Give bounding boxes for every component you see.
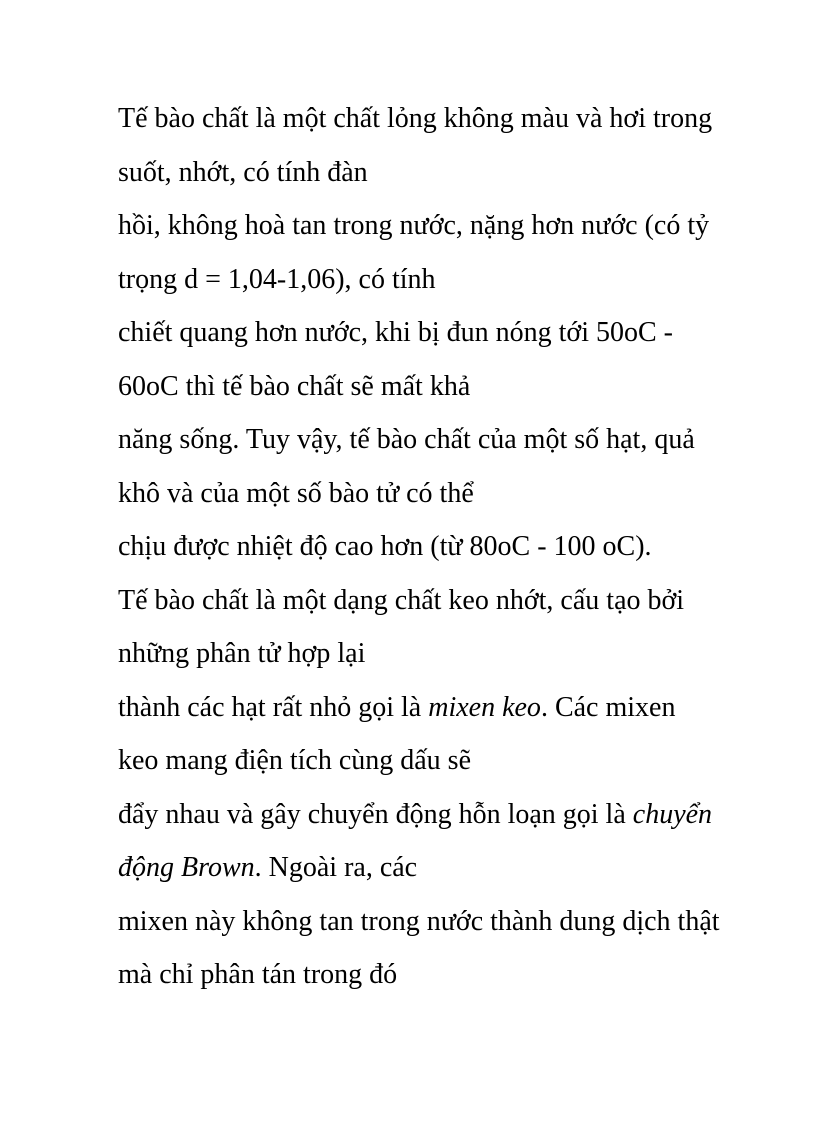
text-line: trọng d = 1,04-1,06), có tính [118,263,436,295]
text-line: Tế bào chất là một dạng chất keo nhớt, cấu tạo bởi [118,584,685,616]
text-line: hồi, không hoà tan trong nước, nặng hơn nước (có tỷ [118,210,710,241]
text-line [118,793,713,847]
text-line: những phân tử hợp lại [118,638,366,669]
text-line: mà chỉ phân tán trong đó [118,959,398,990]
text-line: Tế bào chất là một chất lỏng không màu và hơi trong [118,103,713,134]
text-line: chiết quang hơn nước, khi bị đun nóng tới 50oC - [118,317,673,348]
document-body [118,97,720,1007]
text-run: . Ngoài ra, các [254,852,418,883]
text-line: chịu được nhiệt độ cao hơn (từ 80oC - 100 oC). [118,531,652,562]
text-line: khô và của một số bào tử có thể [118,477,474,509]
text-line: năng sống. Tuy vậy, tế bào chất của một số hạt, quả [118,424,695,455]
text-run: thành các hạt rất nhỏ gọi là [118,691,429,723]
italic-term-chuyen: chuyển [632,798,713,830]
text-run: đẩy nhau và gây chuyển động hỗn loạn gọi là [118,798,633,830]
italic-term-dong-brown: động Brown [118,852,255,883]
italic-term-mixen-keo: mixen keo [428,691,541,723]
text-line: mixen này không tan trong nước thành dung dịch thật [118,905,720,937]
text-line: 60oC thì tế bào chất sẽ mất khả [118,370,471,402]
text-run: . Các mixen [540,691,676,723]
text-line [118,846,708,900]
text-line [118,686,708,740]
text-line: keo mang điện tích cùng dấu sẽ [118,745,472,776]
text-line: suốt, nhớt, có tính đàn [118,156,368,188]
